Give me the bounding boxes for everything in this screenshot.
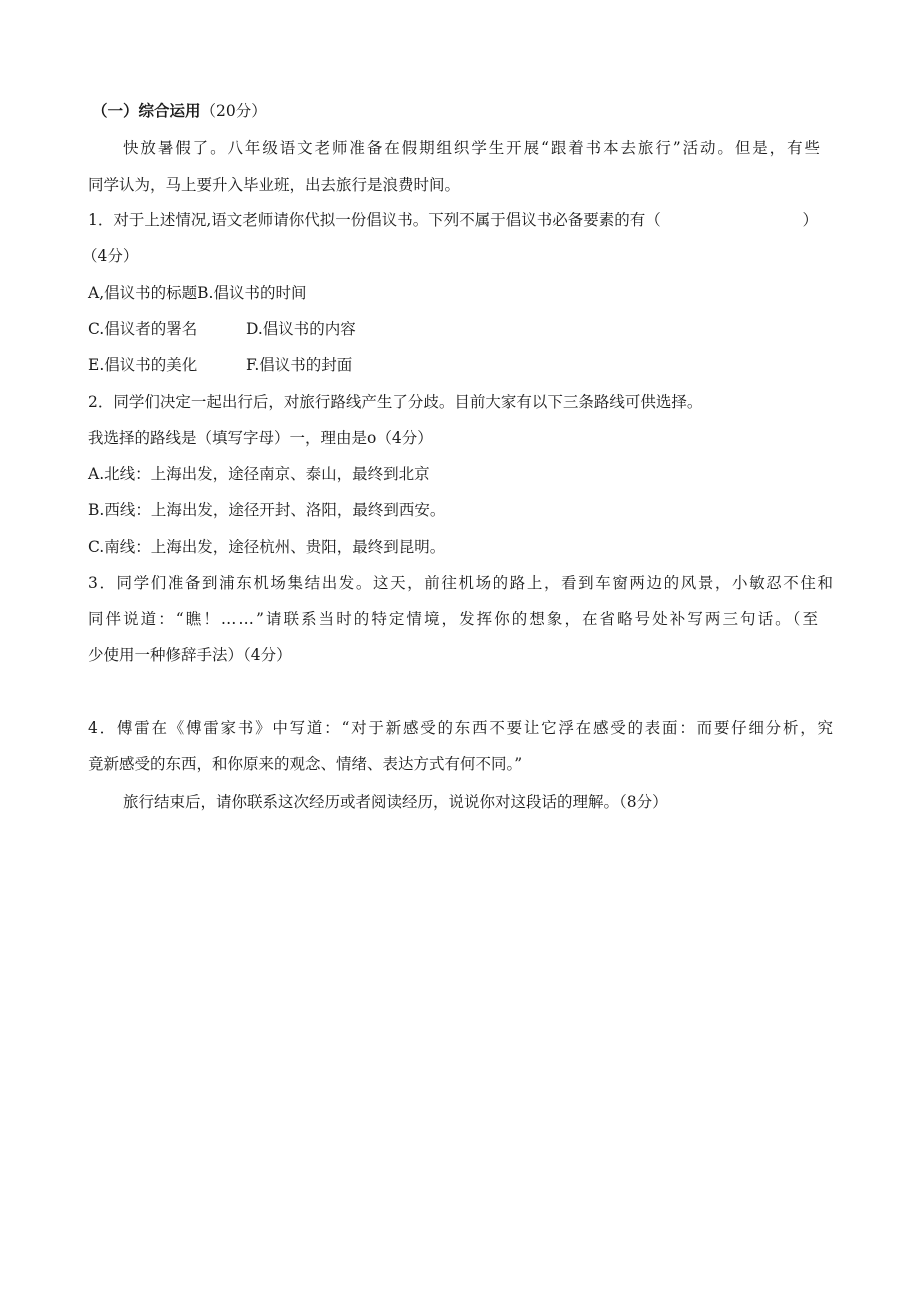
section-title: （一）综合运用 — [92, 102, 201, 120]
q4-line-2: 竟新感受的东西，和你原来的观念、情绪、表达方式有何不同。” — [88, 755, 523, 773]
q3-line-1 — [88, 573, 833, 593]
intro-line-2: 同学认为，马上要升入毕业班，出去旅行是浪费时间。 — [88, 176, 461, 194]
q2-option-c: C.南线：上海出发，途径杭州、贵阳，最终到昆明。 — [88, 538, 446, 556]
section-score: （20分） — [200, 102, 267, 120]
intro-text-1: 快放暑假了。八年级语文老师准备在假期组织学生开展“跟着书本去旅行”活动。但是，有些 — [123, 139, 822, 157]
q4-line-1 — [88, 718, 833, 738]
q3-line-2 — [88, 609, 821, 629]
q2-option-b: B.西线：上海出发，途径开封、洛阳，最终到西安。 — [88, 501, 446, 519]
q3-text-1: 3．同学们准备到浦东机场集结出发。这天，前往机场的路上，看到车窗两边的风景，小敏忍不住和 — [88, 574, 835, 592]
q3-line-3: 少使用一种修辞手法）（4分） — [88, 646, 292, 664]
q1-option-d: D.倡议书的内容 — [246, 320, 356, 338]
q1-stem — [88, 210, 818, 230]
q1-option-ab: A,倡议书的标题B.倡议书的时间 — [88, 284, 307, 302]
q1-option-e: E.倡议书的美化 — [88, 356, 198, 374]
q4-text-1: 4．傅雷在《傅雷家书》中写道：“对于新感受的东西不要让它浮在感受的表面：而要仔细分析，究 — [88, 719, 835, 737]
q2-option-a: A.北线：上海出发，途径南京、泰山，最终到北京 — [88, 465, 430, 483]
q3-text-2: 同伴说道：“瞧！……”请联系当时的特定情境，发挥你的想象，在省略号处补写两三句话。（至 — [88, 610, 821, 628]
section-heading — [92, 101, 267, 121]
q1-score: （4分） — [82, 247, 139, 265]
intro-line-1 — [123, 138, 820, 158]
q1-option-f: F.倡议书的封面 — [246, 356, 353, 374]
q2-prompt: 我选择的路线是（填写字母）一，理由是o（4分） — [88, 429, 433, 447]
q1-stem-text: 1．对于上述情况,语文老师请你代拟一份倡议书。下列不属于倡议书必备要素的有（ — [88, 211, 661, 229]
q1-bracket-close: ） — [802, 211, 818, 229]
q4-line-3: 旅行结束后，请你联系这次经历或者阅读经历，说说你对这段话的理解。（8分） — [123, 793, 668, 811]
q2-stem: 2．同学们决定一起出行后，对旅行路线产生了分歧。目前大家有以下三条路线可供选择。 — [88, 393, 703, 411]
q1-option-c: C.倡议者的署名 — [88, 320, 198, 338]
